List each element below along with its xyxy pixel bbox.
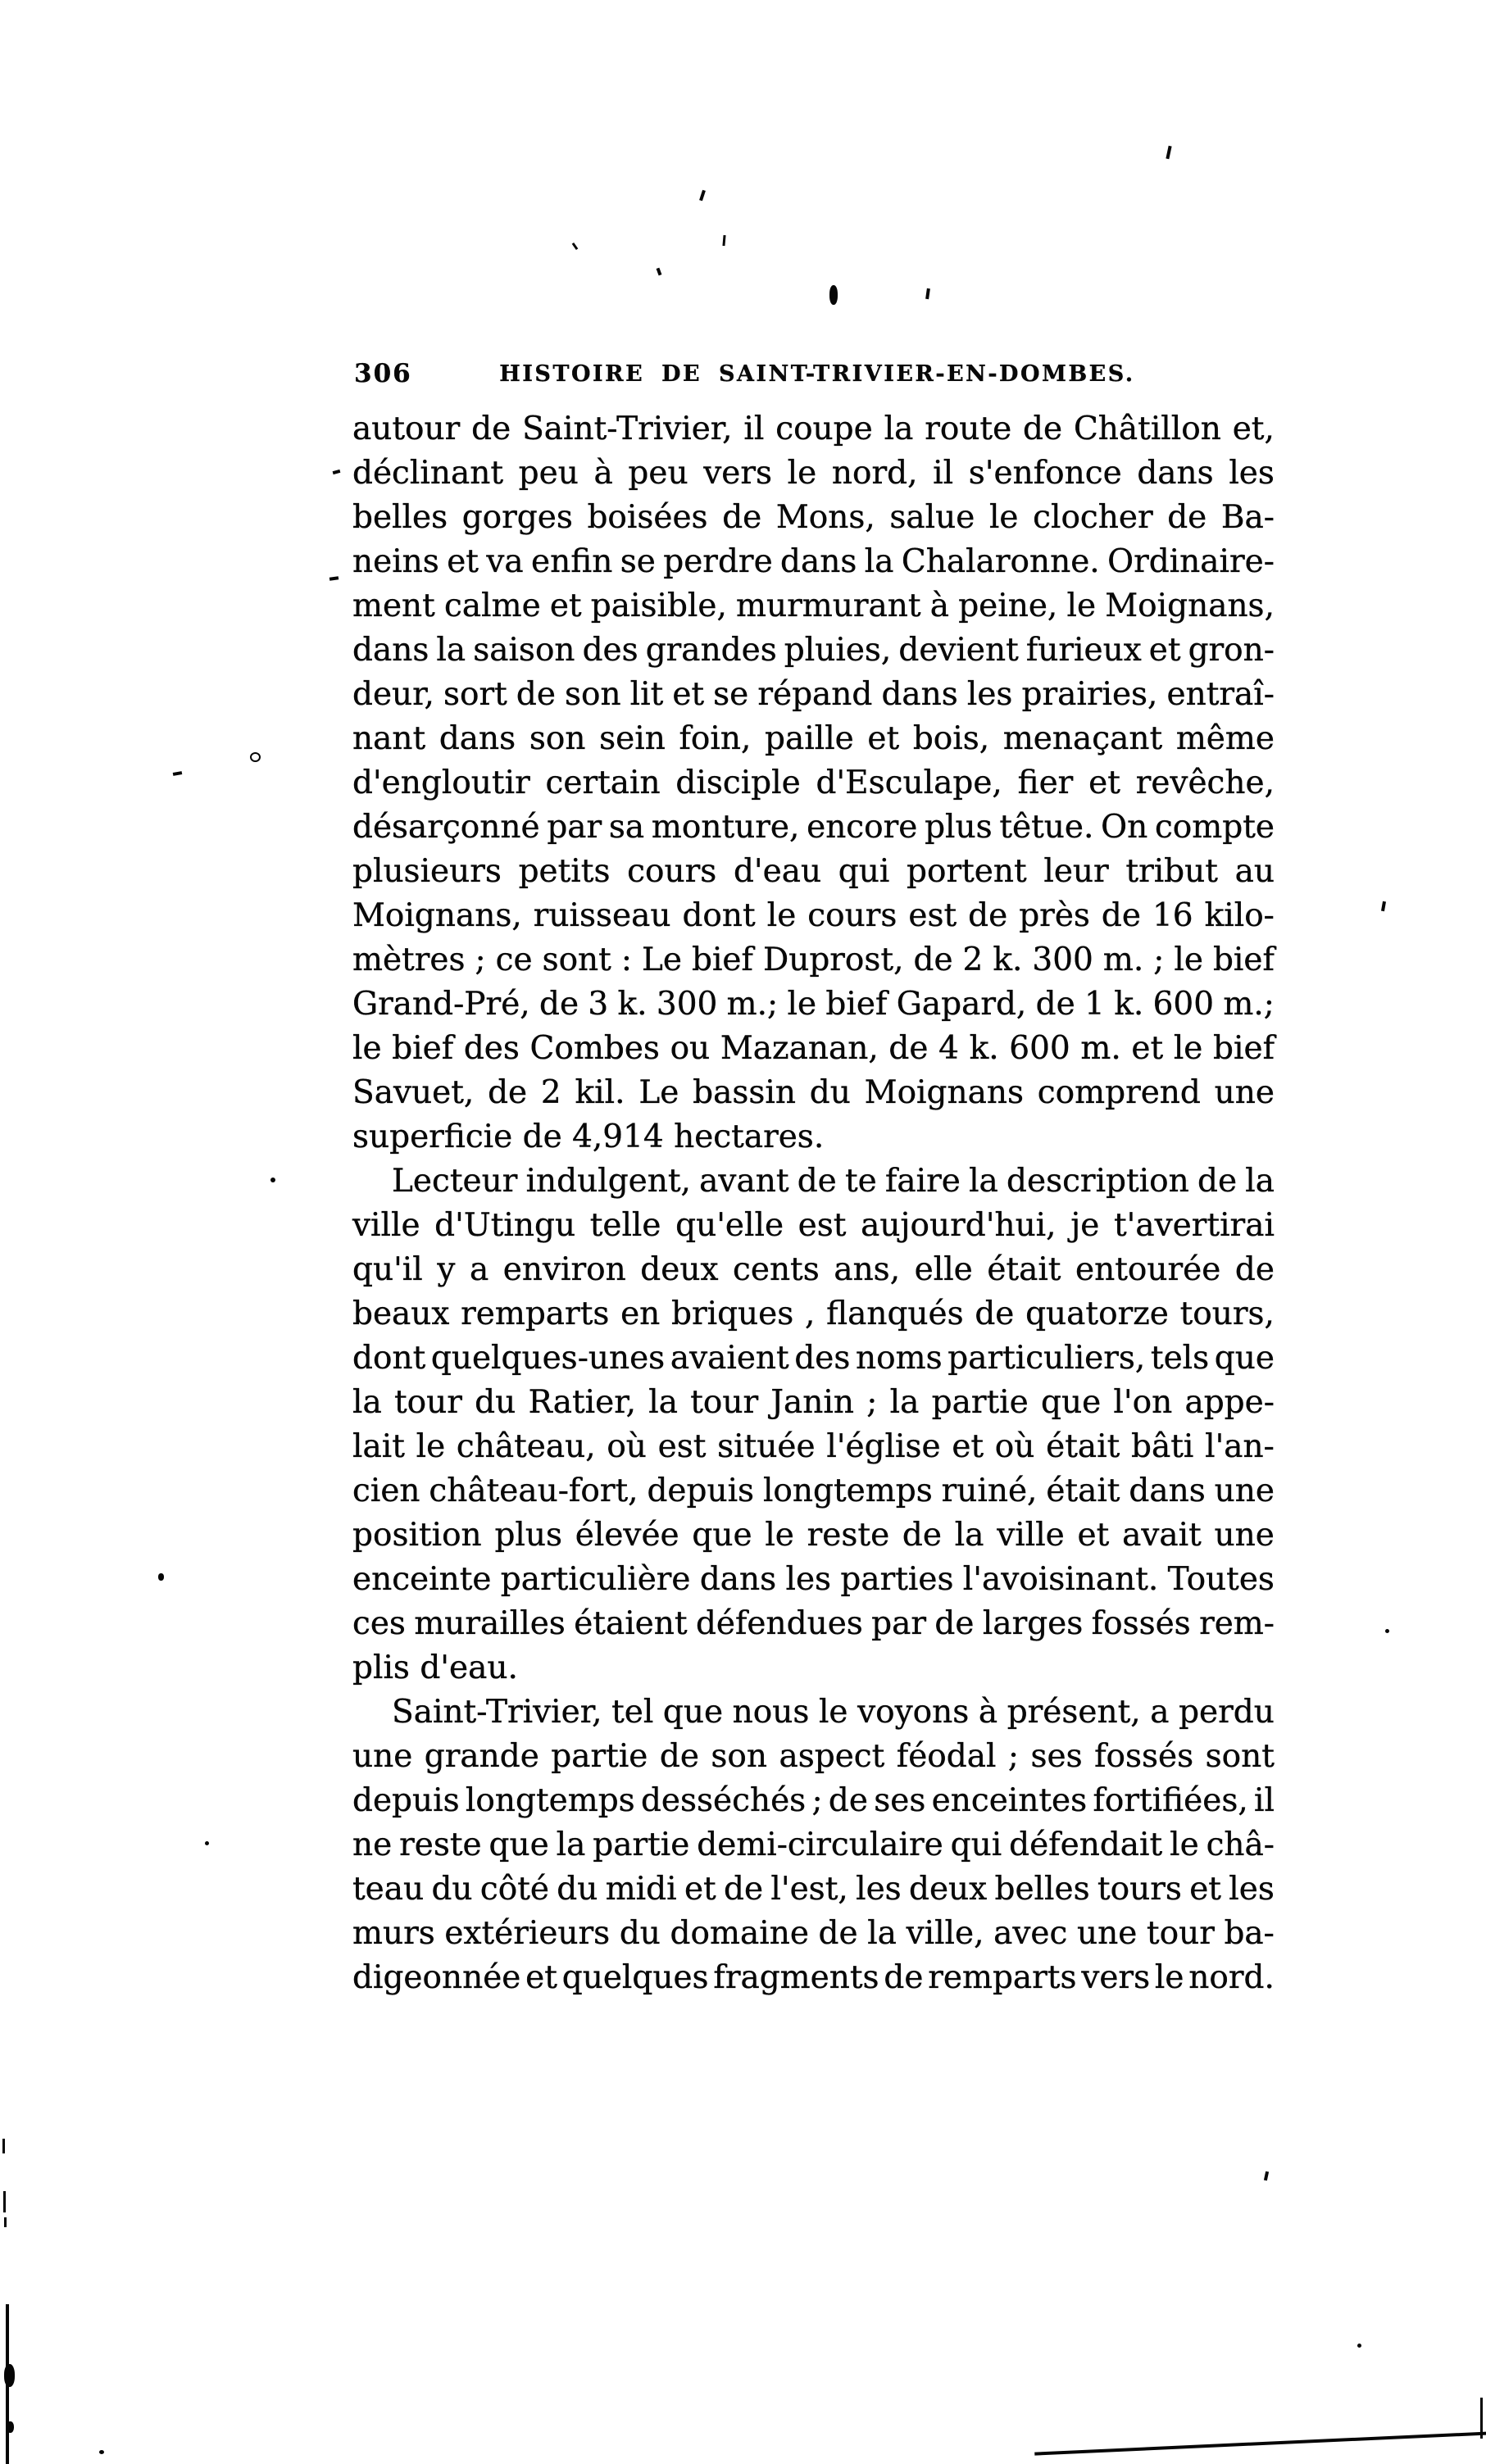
- text-line: mètres ; ce sont : Le bief Duprost, de 2 k. 300 m. ; le bief: [352, 942, 1275, 978]
- scan-artifact: [1381, 901, 1386, 912]
- scan-artifact: [1166, 146, 1171, 159]
- text-line: neins et va enfin se perdre dans la Chalaronne. Ordinaire-: [352, 543, 1275, 580]
- text-line: enceinte particulière dans les parties l'avoisinant. Toutes: [352, 1561, 1275, 1598]
- text-line: superficie de 4,914 hectares.: [352, 1119, 825, 1155]
- text-line: beaux remparts en briques , flanqués de quatorze tours,: [352, 1296, 1275, 1332]
- text-line: Grand-Pré, de 3 k. 300 m.; le bief Gapard, de 1 k. 600 m.;: [352, 986, 1275, 1023]
- scan-artifact: [925, 288, 930, 299]
- scan-artifact: [158, 1573, 164, 1581]
- scan-artifact: [1357, 2344, 1361, 2348]
- scan-artifact: [699, 190, 706, 202]
- page-header-title: HISTOIRE DE SAINT-TRIVIER-EN-DOMBES.: [499, 361, 1135, 387]
- text-line: ne reste que la partie demi-circulaire qui défendait le châ-: [352, 1826, 1275, 1863]
- scan-artifact: [2, 2139, 5, 2153]
- text-line: qu'il y a environ deux cents ans, elle était entourée de: [352, 1251, 1275, 1288]
- text-line: autour de Saint-Trivier, il coupe la route de Châtillon et,: [352, 411, 1275, 447]
- scan-artifact: [829, 285, 838, 305]
- text-line: une grande partie de son aspect féodal ; ses fossés sont: [352, 1738, 1275, 1775]
- text-line: digeonnée et quelques fragments de remparts vers le nord.: [352, 1959, 1275, 1996]
- text-line: depuis longtemps desséchés ; de ses enceintes fortifiées, il: [352, 1782, 1275, 1819]
- text-line: Moignans, ruisseau dont le cours est de près de 16 kilo-: [352, 897, 1275, 934]
- text-line: position plus élevée que le reste de la ville et avait une: [352, 1517, 1275, 1554]
- text-line: ment calme et paisible, murmurant à peine, le Moignans,: [352, 588, 1275, 624]
- text-line: deur, sort de son lit et se répand dans les prairies, entraî-: [352, 676, 1275, 713]
- scan-artifact: [333, 470, 341, 474]
- scan-artifact: [657, 268, 662, 276]
- text-line: dont quelques-unes avaient des noms particuliers, tels que: [352, 1340, 1275, 1377]
- text-line: lait le château, où est située l'église et où était bâti l'an-: [352, 1428, 1275, 1465]
- body-text-block: [352, 407, 1275, 2000]
- text-line: teau du côté du midi et de l'est, les deux belles tours et les: [352, 1871, 1275, 1908]
- scan-artifact: [1480, 2398, 1483, 2439]
- scan-artifact: [7, 2421, 14, 2433]
- text-line: plusieurs petits cours d'eau qui portent leur tribut au: [352, 853, 1275, 890]
- scan-artifact: [722, 235, 725, 246]
- text-line: Lecteur indulgent, avant de te faire la description de la: [392, 1163, 1275, 1200]
- scan-artifact: [99, 2450, 104, 2454]
- text-line: ces murailles étaient défendues par de larges fossés rem-: [352, 1605, 1275, 1642]
- text-line: ville d'Utingu telle qu'elle est aujourd'hui, je t'avertirai: [352, 1207, 1275, 1244]
- scan-artifact: [270, 1178, 275, 1182]
- text-line: désarçonné par sa monture, encore plus têtue. On compte: [352, 809, 1275, 846]
- scan-artifact: [250, 752, 261, 762]
- text-line: déclinant peu à peu vers le nord, il s'enfonce dans les: [352, 455, 1275, 492]
- scan-artifact: [4, 2217, 7, 2227]
- scan-artifact: [4, 2364, 15, 2387]
- scan-artifact: [329, 576, 339, 580]
- text-line: la tour du Ratier, la tour Janin ; la partie que l'on appe-: [352, 1384, 1275, 1421]
- scan-artifact: [1385, 1629, 1389, 1633]
- scan-artifact: [1034, 2431, 1486, 2455]
- scan-artifact: [1264, 2171, 1269, 2181]
- text-line: Savuet, de 2 kil. Le bassin du Moignans comprend une: [352, 1074, 1275, 1111]
- text-line: nant dans son sein foin, paille et bois, menaçant même: [352, 720, 1275, 757]
- scan-artifact: [572, 243, 579, 250]
- page-number: 306: [354, 359, 412, 388]
- text-line: Saint-Trivier, tel que nous le voyons à présent, a perdu: [392, 1694, 1275, 1731]
- text-line: le bief des Combes ou Mazanan, de 4 k. 600 m. et le bief: [352, 1030, 1275, 1067]
- text-line: plis d'eau.: [352, 1649, 518, 1686]
- text-line: cien château-fort, depuis longtemps ruiné, était dans une: [352, 1473, 1275, 1509]
- scan-artifact: [173, 771, 183, 776]
- text-line: d'engloutir certain disciple d'Esculape, fier et revêche,: [352, 765, 1275, 801]
- text-line: murs extérieurs du domaine de la ville, avec une tour ba-: [352, 1915, 1275, 1952]
- scan-artifact: [3, 2191, 6, 2212]
- text-line: dans la saison des grandes pluies, devient furieux et gron-: [352, 632, 1275, 669]
- text-line: belles gorges boisées de Mons, salue le clocher de Ba-: [352, 499, 1275, 536]
- running-head: [354, 359, 1276, 395]
- scan-artifact: [205, 1841, 209, 1845]
